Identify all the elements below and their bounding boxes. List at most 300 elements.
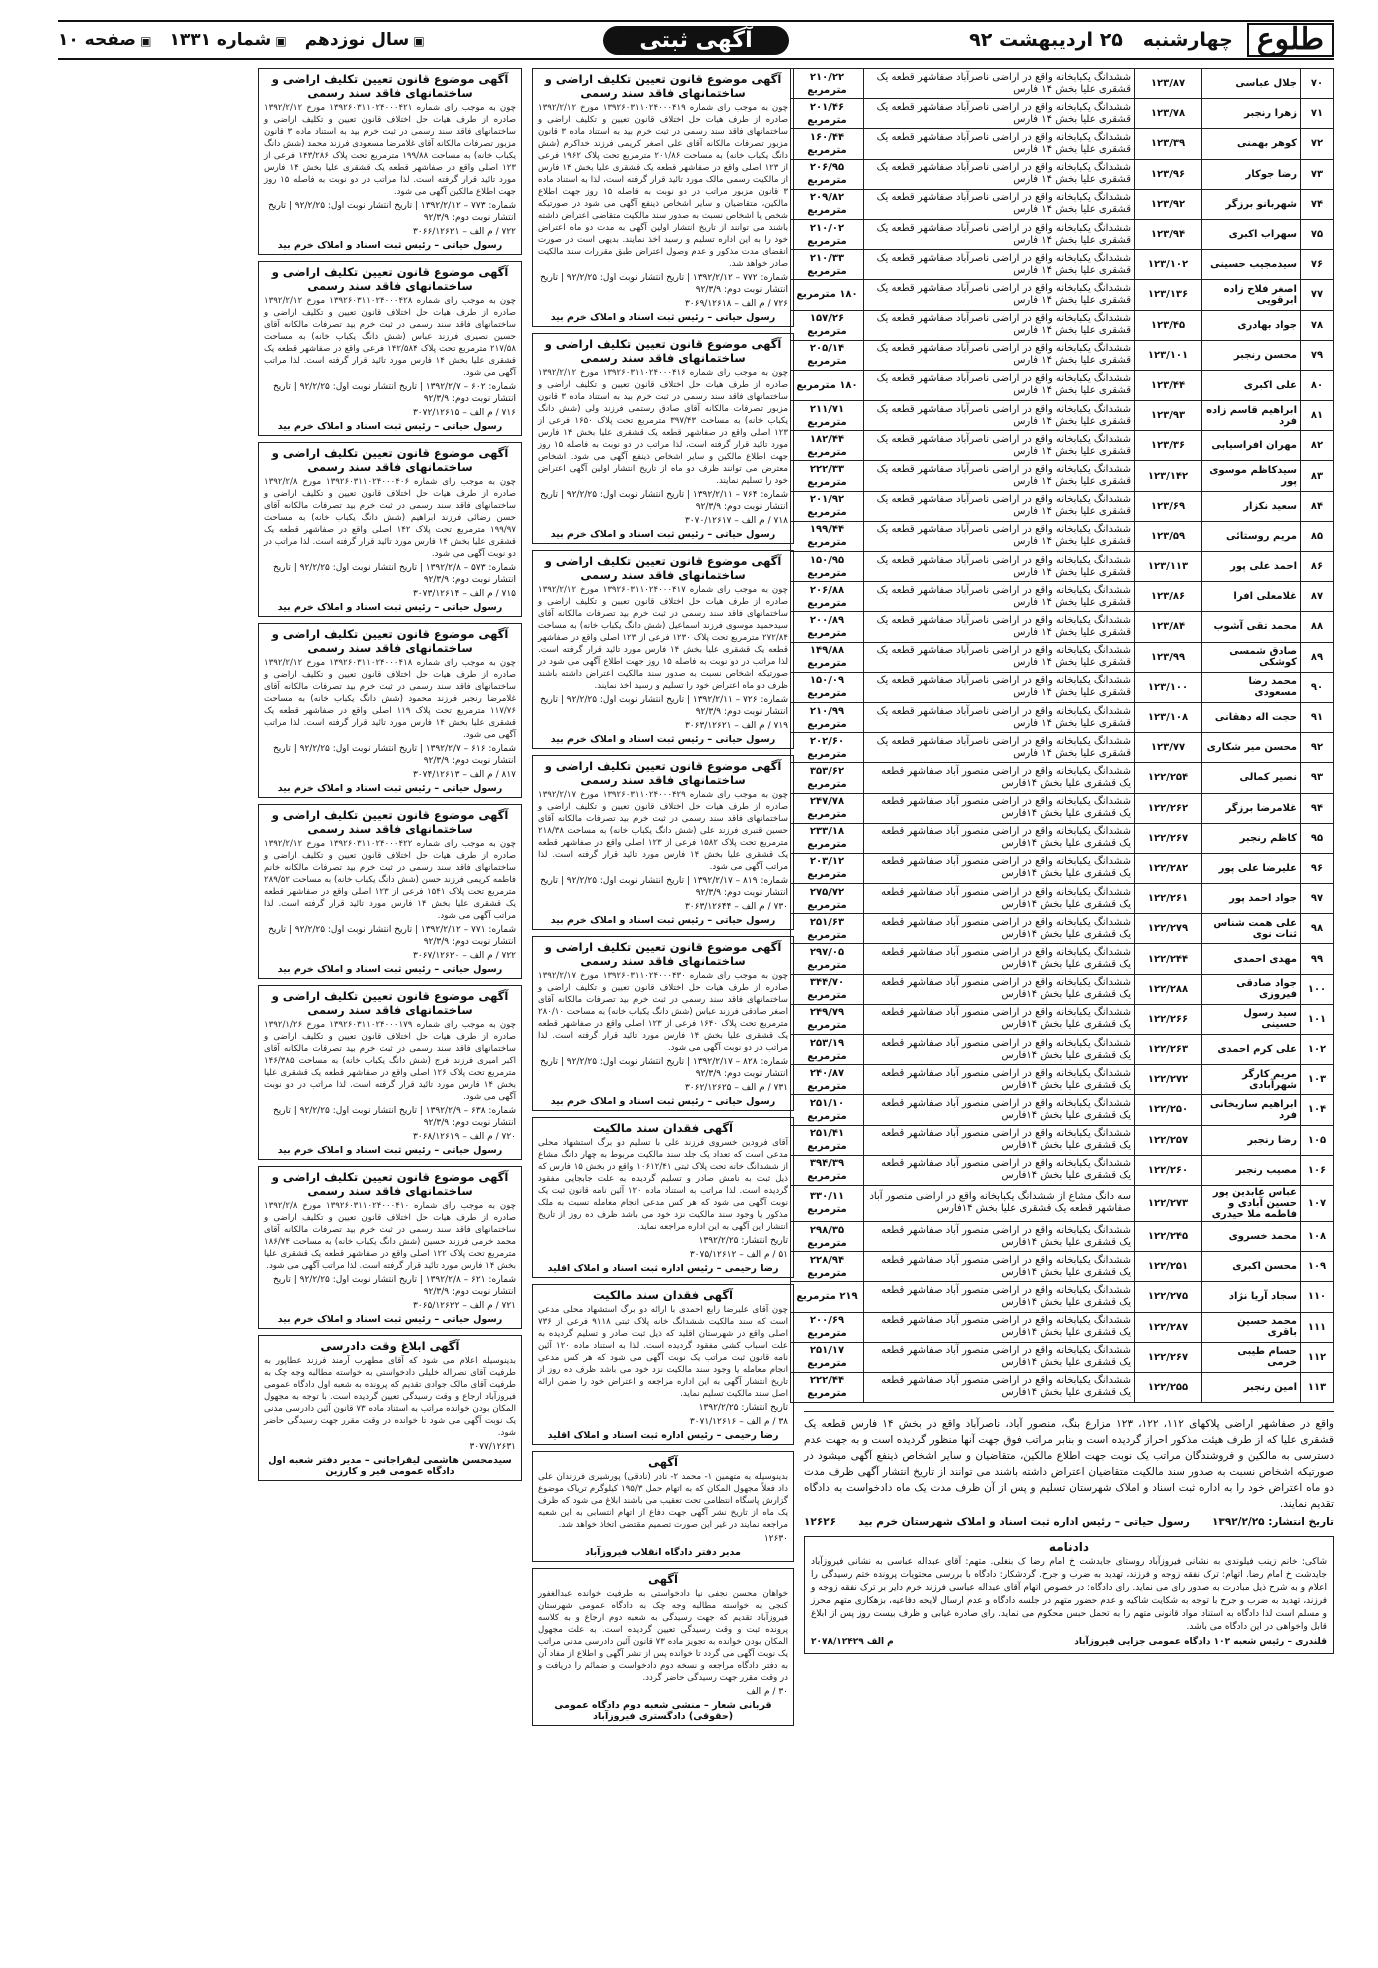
table-row bbox=[791, 884, 1334, 914]
notice-body: چون به موجب رای شماره ۱۳۹۲۶۰۳۱۱۰۲۴۰۰۰۴۲۸ مورخ ۱۳۹۲/۲/۱۲ صادره از طرف هیات حل اختلاف قانون تعیین و تکلیف اراضی و ساختمانهای فاقد سند رسمی در ثبت خرم بید تصرفات مالکانه آقای حسین نصیری فرزند عباس (شش دانگ یکباب خانه) به مساحت ۲۱۷/۵۸ مترمربع تحت پلاک ۱۴۲/۵۸۴ فرعی واقع در صفاشهر قطعه یک قشقری علیا بخش ۱۴ فارس مورد تائید قرار گرفته است. لذا مراتب آگهی می شود. bbox=[264, 296, 517, 378]
owner-name: سید رسول حسینی bbox=[1202, 1004, 1301, 1034]
row-number: ۱۰۱ bbox=[1301, 1004, 1334, 1034]
notice-body: چون به موجب رای شماره ۱۳۹۲۶۰۳۱۱۰۲۴۰۰۰۴۲۹ مورخ ۱۳۹۲/۲/۱۷ صادره از طرف هیات حل اختلاف قانون تعیین و تکلیف اراضی و ساختمانهای فاقد سند رسمی در ثبت خرم بید تصرفات مالکانه آقای حسین قنبری فرزند علی (شش دانگ یکباب خانه) به مساحت ۲۱۸/۳۸ مترمربع تحت پلاک ۱۵۸۲ فرعی از ۱۲۳ اصلی واقع در صفاشهر قطعه یک قشقری علیا بخش ۱۴ فارس مورد تائید قرار گرفته است. لذا مراتب آگهی می شود. bbox=[538, 790, 789, 872]
notice-title: آگهی موضوع قانون تعیین تکلیف اراضی و ساختمانهای فاقد سند رسمی bbox=[271, 446, 509, 474]
owner-name: سهراب اکبری bbox=[1202, 219, 1301, 249]
masthead bbox=[58, 20, 1334, 60]
ads-column-left bbox=[258, 68, 522, 1487]
owner-name: علیرضا علی پور bbox=[1202, 853, 1301, 883]
row-number: ۹۰ bbox=[1301, 672, 1334, 702]
area-value: ۲۵۱/۱۰ مترمربع bbox=[791, 1095, 864, 1125]
plak-number: ۱۲۲/۲۶۷ bbox=[1135, 823, 1202, 853]
property-description: ششدانگ یکبابخانه واقع در اراضی ناصرآباد صفاشهر قطعه یک قشقری علیا بخش ۱۴ فارس bbox=[864, 189, 1135, 219]
owner-name: جواد احمد پور bbox=[1202, 884, 1301, 914]
row-number: ۹۷ bbox=[1301, 884, 1334, 914]
owner-name: غلامعلی افرا bbox=[1202, 582, 1301, 612]
plak-number: ۱۲۳/۹۹ bbox=[1135, 642, 1202, 672]
owner-name: احمد علی پور bbox=[1202, 552, 1301, 582]
plak-number: ۱۲۲/۲۸۷ bbox=[1135, 1312, 1202, 1342]
property-description: ششدانگ یکبابخانه واقع در اراضی ناصرآباد صفاشهر قطعه یک قشقری علیا بخش ۱۴ فارس bbox=[864, 461, 1135, 491]
row-number: ۹۱ bbox=[1301, 702, 1334, 732]
property-description: ششدانگ یکبابخانه واقع در اراضی منصور آباد صفاشهر قطعه یک قشقری علیا بخش ۱۴فارس bbox=[864, 1095, 1135, 1125]
plak-number: ۱۲۳/۱۱۳ bbox=[1135, 552, 1202, 582]
issue-date bbox=[969, 29, 1233, 51]
table-row bbox=[791, 582, 1334, 612]
notice-body: چون آقای علیرضا رابع احمدی با ارائه دو برگ استشهاد محلی مدعی است که سند مالکیت ششدانگ خانه پلاک ثبتی ۹۱۱۸ فرعی از ۷۳۶ اصلی واقع در شهرستان اقلید که ذیل ثبت صادر و تسلیم گردیده به علت اسباب کشی مفقود گردیده است. لذا به استناد ماده ۱۲۰ آئین نامه قانون ثبت مراتب یک نوبت آگهی می شود که هر کس مدعی انجام معامله یا وجود سند مالکیت نزد خود می باشد ظرف ده روز از تاریخ انتشار آگهی به این اداره مراجعه و اعتراض خود را ضمن ارائه اصل سند مالکیت تسلیم نماید. bbox=[538, 1305, 788, 1399]
owner-name: مریم روستائی bbox=[1202, 521, 1301, 551]
property-description: ششدانگ یکبابخانه واقع در اراضی منصور آباد صفاشهر قطعه یک قشقری علیا بخش ۱۴فارس bbox=[864, 914, 1135, 944]
owner-name: سیدکاظم موسوی پور bbox=[1202, 461, 1301, 491]
masthead-center bbox=[518, 26, 874, 55]
area-value: ۲۵۳/۱۹ مترمربع bbox=[791, 1035, 864, 1065]
owner-name: محسن اکبری bbox=[1202, 1252, 1301, 1282]
property-description: ششدانگ یکبابخانه واقع در اراضی ناصرآباد صفاشهر قطعه یک قشقری علیا بخش ۱۴ فارس bbox=[864, 552, 1135, 582]
registry-table-body bbox=[791, 69, 1334, 1403]
plak-number: ۱۲۳/۱۳۶ bbox=[1135, 280, 1202, 310]
plak-number: ۱۲۲/۲۶۷ bbox=[1135, 1342, 1202, 1372]
notice-signer: سیدمحسن هاشمی لیقراجانی – مدیر دفتر شعبه اول دادگاه عمومی فیر و کارزین bbox=[268, 1455, 512, 1477]
row-number: ۷۳ bbox=[1301, 159, 1334, 189]
row-number: ۱۱۲ bbox=[1301, 1342, 1334, 1372]
property-description: ششدانگ یکبابخانه واقع در اراضی ناصرآباد صفاشهر قطعه یک قشقری علیا بخش ۱۴ فارس bbox=[864, 702, 1135, 732]
plak-number: ۱۲۳/۹۲ bbox=[1135, 189, 1202, 219]
table-row bbox=[791, 823, 1334, 853]
notice-code: ۳۰۷۷/۱۲۶۳۱ bbox=[469, 1442, 516, 1452]
notice-body: چون به موجب رای شماره ۱۳۹۲۶۰۳۱۱۰۲۴۰۰۰۴۲۲ مورخ ۱۳۹۲/۲/۱۲ صادره از طرف هیات حل اختلاف قانون تعیین و تکلیف اراضی و ساختمانهای فاقد سند رسمی در ثبت خرم بید تصرفات مالکانه خانم فاطمه کریمی فرزند حسن (شش دانگ یکباب خانه) به مساحت ۲۸۹/۵۲ مترمربع تحت پلاک ۱۵۴۱ فرعی از ۱۲۳ اصلی واقع در صفاشهر قطعه یک قشقری علیا بخش ۱۴ فارس مورد تائید قرار گرفته است. لذا مراتب آگهی می شود. bbox=[264, 839, 517, 921]
table-row bbox=[791, 1155, 1334, 1185]
notice-signer: رسول حیاتی – رئیس ثبت اسناد و املاک خرم بید bbox=[277, 1314, 503, 1325]
notice-signer: رسول حیاتی – رئیس ثبت اسناد و املاک خرم بید bbox=[550, 312, 776, 323]
area-value: ۲۱۹ مترمربع bbox=[791, 1282, 864, 1312]
footnote-signer: رسول حیاتی – رئیس اداره ثبت اسناد و املاک شهرستان خرم بید bbox=[858, 1516, 1190, 1529]
notice-code: ۷۲۶ / م الف – ۳۰۶۹/۱۲۶۱۸ bbox=[684, 299, 788, 309]
owner-name: جواد صادقی فیروزی bbox=[1202, 974, 1301, 1004]
table-row bbox=[791, 1185, 1334, 1221]
property-description: ششدانگ یکبابخانه واقع در اراضی منصور آباد صفاشهر قطعه یک قشقری علیا بخش ۱۴فارس bbox=[864, 944, 1135, 974]
owner-name: محسن رنجبر bbox=[1202, 340, 1301, 370]
notice-body: بدینوسیله اعلام می شود که آقای مطهرب آرمند فرزند عطاپور به طرفیت آقای نصراله خلیلی دادخواستی به خواسته مطالبه وجه چک به طرفیت آقای مالک جوادی تقدیم که پرونده به شعبه اول دادگاه عمومی فیروزآباد ارجاع و وقت رسیدگی تعیین گردیده است. با توجه به مجهول المکان بودن خوانده مراتب به استناد ماده ۷۳ قانون آئین دادرسی مدنی یک نوبت آگهی می شود تا خوانده در وقت مقرر جهت رسیدگی حاضر شود. bbox=[264, 1356, 516, 1438]
notice-title: آگهی موضوع قانون تعیین تکلیف اراضی و ساختمانهای فاقد سند رسمی bbox=[271, 265, 509, 293]
table-row bbox=[791, 189, 1334, 219]
plak-number: ۱۲۲/۲۵۴ bbox=[1135, 763, 1202, 793]
owner-name: جلال عباسی bbox=[1202, 69, 1301, 99]
owner-name: صادق شمسی کوشکی bbox=[1202, 642, 1301, 672]
plak-number: ۱۲۲/۲۴۴ bbox=[1135, 944, 1202, 974]
area-value: ۲۰۵/۱۴ مترمربع bbox=[791, 340, 864, 370]
notice-title: آگهی موضوع قانون تعیین تکلیف اراضی و ساختمانهای فاقد سند رسمی bbox=[271, 72, 509, 100]
table-row bbox=[791, 370, 1334, 400]
row-number: ۹۲ bbox=[1301, 733, 1334, 763]
plak-number: ۱۲۲/۲۵۵ bbox=[1135, 1372, 1202, 1402]
area-value: ۲۷۵/۷۲ مترمربع bbox=[791, 884, 864, 914]
row-number: ۸۶ bbox=[1301, 552, 1334, 582]
plak-number: ۱۲۲/۲۵۱ bbox=[1135, 1252, 1202, 1282]
row-number: ۱۰۴ bbox=[1301, 1095, 1334, 1125]
notice-body: چون به موجب رای شماره ۱۳۹۲۶۰۳۱۱۰۲۴۰۰۰۴۱۷ مورخ ۱۳۹۲/۲/۱۲ صادره از طرف هیات حل اختلاف قانون تعیین و تکلیف اراضی و ساختمانهای فاقد سند رسمی در ثبت خرم بید تصرفات مالکانه آقای سیدحمید موسوی فرزند اسماعیل (شش دانگ یکباب خانه) به مساحت ۲۷۲/۸۴ مترمربع تحت پلاک ۱۲۳۰ فرعی از ۱۲۳ اصلی واقع در صفاشهر قطعه یک قشقری علیا بخش ۱۴ فارس مورد تائید قرار گرفته است. لذا مراتب در دو نوبت به فاصله ۱۵ روز جهت اطلاع آگهی می شود در صورتیکه اشخاص نسبت به صدور سند مالکیت اعتراض داشته باشند ظرف دو ماه اعتراض خود را تسلیم و رسید اخذ نمایند. bbox=[538, 585, 789, 691]
row-number: ۱۰۲ bbox=[1301, 1035, 1334, 1065]
notice-signer: رضا رحیمی – رئیس اداره ثبت اسناد و املاک اقلید bbox=[547, 1430, 779, 1441]
plak-number: ۱۲۳/۸۶ bbox=[1135, 582, 1202, 612]
plak-number: ۱۲۳/۸۷ bbox=[1135, 69, 1202, 99]
page-body bbox=[58, 68, 1334, 1948]
table-row bbox=[791, 1065, 1334, 1095]
area-value: ۲۵۱/۶۳ مترمربع bbox=[791, 914, 864, 944]
plak-number: ۱۲۲/۲۷۹ bbox=[1135, 914, 1202, 944]
property-description: ششدانگ یکبابخانه واقع در اراضی منصور آباد صفاشهر قطعه یک قشقری علیا بخش ۱۴فارس bbox=[864, 1221, 1135, 1251]
row-number: ۷۲ bbox=[1301, 129, 1334, 159]
owner-name: نصیر کمالی bbox=[1202, 763, 1301, 793]
area-value: ۲۰۲/۶۰ مترمربع bbox=[791, 733, 864, 763]
plak-number: ۱۲۳/۶۹ bbox=[1135, 491, 1202, 521]
row-number: ۸۲ bbox=[1301, 431, 1334, 461]
property-description: ششدانگ یکبابخانه واقع در اراضی ناصرآباد صفاشهر قطعه یک قشقری علیا بخش ۱۴ فارس bbox=[864, 99, 1135, 129]
area-value: ۲۰۶/۹۵ مترمربع bbox=[791, 159, 864, 189]
owner-name: غلامرضا برزگر bbox=[1202, 793, 1301, 823]
plak-number: ۱۲۲/۲۶۱ bbox=[1135, 884, 1202, 914]
notice-body: چون به موجب رای شماره ۱۳۹۲۶۰۳۱۱۰۲۴۰۰۰۴۰۶ مورخ ۱۳۹۲/۲/۸ صادره از طرف هیات حل اختلاف قانون تعیین و تکلیف اراضی و ساختمانهای فاقد سند رسمی در ثبت خرم بید تصرفات مالکانه آقای حسن رضائی فرزند ابراهیم (شش دانگ یکباب خانه) به مساحت ۱۹۹/۹۷ مترمربع تحت پلاک ۱۴۲ اصلی واقع در صفاشهر قطعه یک قشقری علیا بخش ۱۴ فارس مورد تائید قرار گرفته است. لذا مراتب در دو نوبت آگهی می شود. bbox=[264, 477, 516, 559]
notice-body: خواهان محسن نجفی نیا دادخواستی به طرفیت خوانده عبدالغفور کنجی به خواسته مطالبه وجه چک به دادگاه عمومی شهرستان فیروزآباد تقدیم که جهت رسیدگی به شعبه دوم ارجاع و به کلاسه پرونده ثبت و وقت رسیدگی تعیین گردیده است. به علت مجهول المکان بودن خوانده به تجویز ماده ۷۳ قانون آئین دادرسی مدنی مراتب یک نوبت آگهی می گردد تا خوانده پس از نشر آگهی و اطلاع از مفاد آن به دفتر دادگاه مراجعه و نسخه دوم دادخواست و ضمائم را دریافت و در وقت مقرر جهت رسیدگی حاضر گردد. bbox=[538, 1589, 788, 1683]
notice-body: چون به موجب رای شماره ۱۳۹۲۶۰۳۱۱۰۲۴۰۰۰۴۲۱ مورخ ۱۳۹۲/۲/۱۲ صادره از طرف هیات حل اختلاف قانون تعیین و تکلیف اراضی و ساختمانهای فاقد سند رسمی در ثبت خرم بید به استناد ماده ۳ قانون مزبور تصرفات مالکانه آقای غلامرضا مسعودی فرزند محمد (شش دانگ یکباب خانه) به مساحت ۱۹۹/۸۸ مترمربع تحت پلاک ۱۴۳/۲۸۶ فرعی از ۱۲۳ اصلی واقع در صفاشهر قطعه یک قشقری علیا بخش ۱۴ فارس مورد تائید قرار گرفته است. لذا مراتب در دو نوبت به فاصله ۱۵ روز جهت اطلاع مالکین آگهی می شود. bbox=[264, 103, 516, 197]
plak-number: ۱۲۲/۲۵۰ bbox=[1135, 1095, 1202, 1125]
owner-name: رضا رنجبر bbox=[1202, 1125, 1301, 1155]
notice-body: چون به موجب رای شماره ۱۳۹۲۶۰۳۱۱۰۲۴۰۰۰۴۱۶ مورخ ۱۳۹۲/۲/۱۲ صادره از طرف هیات حل اختلاف قانون تعیین و تکلیف اراضی و ساختمانهای فاقد سند رسمی در ثبت خرم بید به استناد ماده ۳ قانون مزبور تصرفات مالکانه آقای صادق رستمی فرزند ولی (شش دانگ یکباب خانه) به مساحت ۳۹۷/۴۳ مترمربع تحت پلاک ۱۶۵۰ فرعی از ۱۲۳ اصلی واقع در صفاشهر قطعه یک قشقری علیا بخش ۱۴ فارس مورد تائید قرار گرفته است، لذا مراتب در دو نوبت به فاصله ۱۵ روز جهت اطلاع مالکین و سایر اشخاص ذینفع آگهی می شود. اشخاص معترض می توانند ظرف دو ماه از تاریخ انتشار اولین آگهی اعتراض خود را تسلیم نمایند. bbox=[538, 368, 788, 486]
notice-box bbox=[532, 1568, 794, 1726]
table-row bbox=[791, 431, 1334, 461]
table-row bbox=[791, 1282, 1334, 1312]
owner-name: جواد بهادری bbox=[1202, 310, 1301, 340]
table-row bbox=[791, 340, 1334, 370]
area-value: ۳۵۳/۶۲ مترمربع bbox=[791, 763, 864, 793]
table-row bbox=[791, 944, 1334, 974]
notice-body: چون به موجب رای شماره ۱۳۹۲۶۰۳۱۱۰۲۴۰۰۰۴۱۰ مورخ ۱۳۹۲/۲/۸ صادره از طرف هیات حل اختلاف قانون تعیین و تکلیف اراضی و ساختمانهای فاقد سند رسمی در ثبت خرم بید تصرفات مالکانه آقای محمد خرمی فرزند حسین (شش دانگ یکباب خانه) به مساحت ۱۸۶/۷۴ مترمربع تحت پلاک ۱۲۲ اصلی واقع در صفاشهر قطعه یک قشقری علیا بخش ۱۴ فارس مورد تائید قرار گرفته است. لذا مراتب آگهی می شود. bbox=[264, 1201, 516, 1271]
plak-number: ۱۲۳/۳۹ bbox=[1135, 129, 1202, 159]
table-row bbox=[791, 974, 1334, 1004]
notice-box bbox=[532, 1284, 794, 1445]
notice-code: ۷۲۲ / م الف – ۳۰۶۷/۱۲۶۲۰ bbox=[412, 951, 516, 961]
registry-footnote bbox=[804, 1411, 1334, 1530]
notice-signer: قربانی شعار – منشی شعبه دوم دادگاه عمومی (حقوقی) دادگستری فیروزآباد bbox=[554, 1700, 772, 1722]
area-value: ۲۰۶/۸۸ مترمربع bbox=[791, 582, 864, 612]
footnote-pub-date: تاریخ انتشار: ۱۳۹۲/۲/۲۵ bbox=[1212, 1516, 1334, 1529]
notice-code: ۷۱۶ / م الف – ۳۰۷۲/۱۲۶۱۵ bbox=[412, 408, 516, 418]
notice-meta: شماره: ۷۶۴ – ۱۳۹۲/۲/۱۱ | تاریخ انتشار نوبت اول: ۹۲/۲/۲۵ | تاریخ انتشار نوبت دوم: ۹۲/۳/۹ bbox=[540, 490, 788, 512]
table-row bbox=[791, 1095, 1334, 1125]
notice-title: آگهی موضوع قانون تعیین تکلیف اراضی و ساختمانهای فاقد سند رسمی bbox=[271, 627, 509, 655]
property-description: ششدانگ یکبابخانه واقع در اراضی منصور آباد صفاشهر قطعه یک قشقری علیا بخش ۱۴فارس bbox=[864, 823, 1135, 853]
area-value: ۲۲۲/۳۳ مترمربع bbox=[791, 461, 864, 491]
property-description: ششدانگ یکبابخانه واقع در اراضی ناصرآباد صفاشهر قطعه یک قشقری علیا بخش ۱۴ فارس bbox=[864, 219, 1135, 249]
owner-name: محمد حسین باقری bbox=[1202, 1312, 1301, 1342]
notice-code: ۷۱۸ / م الف – ۳۰۷۰/۱۲۶۱۷ bbox=[684, 516, 788, 526]
property-description: ششدانگ یکبابخانه واقع در اراضی منصور آباد صفاشهر قطعه یک قشقری علیا بخش ۱۴فارس bbox=[864, 1035, 1135, 1065]
verdict-title: دادنامه bbox=[1048, 1540, 1090, 1555]
owner-name: مهران افراسیابی bbox=[1202, 431, 1301, 461]
row-number: ۸۵ bbox=[1301, 521, 1334, 551]
table-row bbox=[791, 69, 1334, 99]
row-number: ۱۰۳ bbox=[1301, 1065, 1334, 1095]
plak-number: ۱۲۲/۲۸۲ bbox=[1135, 853, 1202, 883]
notice-meta: شماره: ۷۷۲ – ۱۳۹۲/۲/۱۲ | تاریخ انتشار نوبت اول: ۹۲/۲/۲۵ | تاریخ انتشار نوبت دوم: ۹۲/۳/۹ bbox=[540, 273, 788, 295]
table-row bbox=[791, 763, 1334, 793]
plak-number: ۱۲۲/۲۶۳ bbox=[1135, 1035, 1202, 1065]
notice-box bbox=[258, 804, 522, 979]
owner-name: زهرا رنجبر bbox=[1202, 99, 1301, 129]
area-value: ۲۰۹/۸۲ مترمربع bbox=[791, 189, 864, 219]
area-value: ۱۸۰ مترمربع bbox=[791, 370, 864, 400]
notice-signer: رسول حیاتی – رئیس ثبت اسناد و املاک خرم بید bbox=[277, 964, 503, 975]
plak-number: ۱۲۲/۲۷۵ bbox=[1135, 1282, 1202, 1312]
notice-box bbox=[258, 442, 522, 617]
notice-body: چون به موجب رای شماره ۱۳۹۲۶۰۳۱۱۰۲۴۰۰۰۴۱۸ مورخ ۱۳۹۲/۲/۱۲ صادره از طرف هیات حل اختلاف قانون تعیین و تکلیف اراضی و ساختمانهای فاقد سند رسمی در ثبت خرم بید تصرفات مالکانه آقای غلامرضا رنجبر فرزند محمود (شش دانگ یکباب خانه) به مساحت ۱۱۷/۷۶ مترمربع تحت پلاک ۱۱۹ اصلی واقع در صفاشهر قطعه یک قشقری علیا بخش ۱۴ فارس مورد تائید قرار گرفته است. لذا مراتب آگهی می شود. bbox=[264, 658, 516, 740]
area-value: ۲۱۰/۹۹ مترمربع bbox=[791, 702, 864, 732]
owner-name: اصغر فلاح زاده ابرقویی bbox=[1202, 280, 1301, 310]
row-number: ۱۰۸ bbox=[1301, 1221, 1334, 1251]
notice-signer: رسول حیاتی – رئیس ثبت اسناد و املاک خرم بید bbox=[277, 783, 503, 794]
area-value: ۳۳۰/۱۱ مترمربع bbox=[791, 1185, 864, 1221]
plak-number: ۱۲۳/۱۰۲ bbox=[1135, 250, 1202, 280]
notice-code: ۷۲۲ / م الف – ۳۰۶۶/۱۲۶۲۱ bbox=[412, 227, 516, 237]
plak-number: ۱۲۲/۲۶۰ bbox=[1135, 1155, 1202, 1185]
owner-name: ابراهیم ساریخانی فرد bbox=[1202, 1095, 1301, 1125]
notice-box bbox=[532, 68, 794, 327]
area-value: ۲۴۹/۷۹ مترمربع bbox=[791, 1004, 864, 1034]
owner-name: علی همت شناس ثنات نوی bbox=[1202, 914, 1301, 944]
row-number: ۹۶ bbox=[1301, 853, 1334, 883]
area-value: ۲۰۱/۹۲ مترمربع bbox=[791, 491, 864, 521]
notice-title: آگهی bbox=[648, 1572, 678, 1586]
property-description: ششدانگ یکبابخانه واقع در اراضی منصور آباد صفاشهر قطعه یک قشقری علیا بخش ۱۴فارس bbox=[864, 1252, 1135, 1282]
area-value: ۳۴۴/۷۰ مترمربع bbox=[791, 974, 864, 1004]
plak-number: ۱۲۳/۱۰۰ bbox=[1135, 672, 1202, 702]
row-number: ۱۱۰ bbox=[1301, 1282, 1334, 1312]
notice-box bbox=[532, 1451, 794, 1562]
property-description: ششدانگ یکبابخانه واقع در اراضی منصور آباد صفاشهر قطعه یک قشقری علیا بخش ۱۴فارس bbox=[864, 853, 1135, 883]
notice-signer: رضا رحیمی – رئیس اداره ثبت اسناد و املاک اقلید bbox=[547, 1263, 779, 1274]
notice-code: ۸۱۷ / م الف – ۳۰۷۴/۱۲۶۱۳ bbox=[412, 770, 516, 780]
verdict-code: م الف ۲۰۷۸/۱۲۴۲۹ bbox=[811, 1637, 894, 1648]
verdict-notice bbox=[804, 1536, 1334, 1654]
property-description: سه دانگ مشاع از ششدانگ یکبابخانه واقع در اراضی منصور آباد صفاشهر قطعه یک قشقری علیا بخش ۱۴فارس bbox=[864, 1185, 1135, 1221]
notice-title: آگهی فقدان سند مالکیت bbox=[592, 1288, 734, 1302]
property-description: ششدانگ یکبابخانه واقع در اراضی ناصرآباد صفاشهر قطعه یک قشقری علیا بخش ۱۴ فارس bbox=[864, 521, 1135, 551]
row-number: ۷۵ bbox=[1301, 219, 1334, 249]
notice-meta: شماره: ۶۱۶ – ۱۳۹۲/۲/۷ | تاریخ انتشار نوبت اول: ۹۲/۲/۲۵ | تاریخ انتشار نوبت دوم: ۹۲/۳/۹ bbox=[272, 744, 516, 766]
table-row bbox=[791, 521, 1334, 551]
owner-name: مهدی احمدی bbox=[1202, 944, 1301, 974]
plak-number: ۱۲۳/۱۴۲ bbox=[1135, 461, 1202, 491]
area-value: ۲۰۱/۴۶ مترمربع bbox=[791, 99, 864, 129]
table-row bbox=[791, 280, 1334, 310]
notice-meta: تاریخ انتشار: ۱۳۹۲/۲/۲۵ bbox=[698, 1236, 788, 1246]
footnote-signature bbox=[804, 1514, 1334, 1530]
table-row bbox=[791, 99, 1334, 129]
notice-code: ۵۱ / م الف – ۳۰۷۵/۱۲۶۱۲ bbox=[689, 1250, 788, 1260]
property-description: ششدانگ یکبابخانه واقع در اراضی ناصرآباد صفاشهر قطعه یک قشقری علیا بخش ۱۴ فارس bbox=[864, 280, 1135, 310]
row-number: ۸۱ bbox=[1301, 401, 1334, 431]
notice-meta: شماره: ۵۷۳ – ۱۳۹۲/۲/۸ | تاریخ انتشار نوبت اول: ۹۲/۲/۲۵ | تاریخ انتشار نوبت دوم: ۹۲/۳/۹ bbox=[272, 563, 516, 585]
notice-title: آگهی موضوع قانون تعیین تکلیف اراضی و ساختمانهای فاقد سند رسمی bbox=[271, 1170, 509, 1198]
notice-meta: شماره: ۸۱۹ – ۱۳۹۲/۲/۱۷ | تاریخ انتشار نوبت اول: ۹۲/۲/۲۵ | تاریخ انتشار نوبت دوم: ۹۲/۳/۹ bbox=[540, 876, 788, 898]
property-description: ششدانگ یکبابخانه واقع در اراضی ناصرآباد صفاشهر قطعه یک قشقری علیا بخش ۱۴ فارس bbox=[864, 401, 1135, 431]
property-description: ششدانگ یکبابخانه واقع در اراضی ناصرآباد صفاشهر قطعه یک قشقری علیا بخش ۱۴ فارس bbox=[864, 69, 1135, 99]
notice-title: آگهی موضوع قانون تعیین تکلیف اراضی و ساختمانهای فاقد سند رسمی bbox=[544, 72, 782, 100]
owner-name: حجت اله دهقانی bbox=[1202, 702, 1301, 732]
owner-name: محمد تقی آشوب bbox=[1202, 612, 1301, 642]
owner-name: محمد رضا مسعودی bbox=[1202, 672, 1301, 702]
notice-code: ۷۲۱ / م الف – ۳۰۶۵/۱۲۶۲۲ bbox=[412, 1301, 516, 1311]
property-description: ششدانگ یکبابخانه واقع در اراضی ناصرآباد صفاشهر قطعه یک قشقری علیا بخش ۱۴ فارس bbox=[864, 250, 1135, 280]
row-number: ۹۸ bbox=[1301, 914, 1334, 944]
notice-title: آگهی موضوع قانون تعیین تکلیف اراضی و ساختمانهای فاقد سند رسمی bbox=[544, 759, 782, 787]
property-description: ششدانگ یکبابخانه واقع در اراضی منصور آباد صفاشهر قطعه یک قشقری علیا بخش ۱۴فارس bbox=[864, 1004, 1135, 1034]
owner-name: مریم کارگر شهرآبادی bbox=[1202, 1065, 1301, 1095]
property-description: ششدانگ یکبابخانه واقع در اراضی ناصرآباد صفاشهر قطعه یک قشقری علیا بخش ۱۴ فارس bbox=[864, 612, 1135, 642]
row-number: ۷۴ bbox=[1301, 189, 1334, 219]
property-description: ششدانگ یکبابخانه واقع در اراضی ناصرآباد صفاشهر قطعه یک قشقری علیا بخش ۱۴ فارس bbox=[864, 491, 1135, 521]
area-value: ۲۲۸/۹۴ مترمربع bbox=[791, 1252, 864, 1282]
notice-meta: شماره: ۷۷۳ – ۱۳۹۲/۲/۱۲ | تاریخ انتشار نوبت اول: ۹۲/۲/۲۵ | تاریخ انتشار نوبت دوم: ۹۲/۳/۹ bbox=[268, 201, 516, 223]
notice-meta: شماره: ۷۲۶ – ۱۳۹۲/۲/۱۱ | تاریخ انتشار نوبت اول: ۹۲/۲/۲۵ | تاریخ انتشار نوبت دوم: ۹۲/۳/۹ bbox=[540, 695, 788, 717]
area-value: ۱۹۹/۴۴ مترمربع bbox=[791, 521, 864, 551]
owner-name: شهربانو برزگر bbox=[1202, 189, 1301, 219]
notice-body: چون به موجب رای شماره ۱۳۹۲۶۰۳۱۱۰۲۴۰۰۰۴۱۹ مورخ ۱۳۹۲/۲/۱۲ صادره از طرف هیات حل اختلاف قانون تعیین و تکلیف اراضی و ساختمانهای فاقد سند رسمی در ثبت خرم بید به استناد ماده ۳ قانون مزبور تصرفات مالکانه آقای علی اصغر کریمی فرزند خداکرم (شش دانگ یکباب خانه) به مساحت ۲۰۱/۸۶ مترمربع تحت پلاک ۱۹۶۲ فرعی از ۱۲۳ اصلی واقع در صفاشهر قطعه یک قشقری علیا بخش ۱۴ فارس از مالکیت رسمی مالک مورد تائید قرار گرفته است، لذا به استناد ماده ۳ قانون مزبور مراتب در دو نوبت به فاصله ۱۵ روز جهت اطلاع مالکین، متقاضیان و سایر اشخاص ذینفع آگهی می شود در صورتیکه شخص یا اشخاص نسبت به صدور سند مالکیت متقاضی اعتراض داشته باشند می توانند از تاریخ انتشار اولین آگهی به مدت دو ماه اعتراض خود را به این اداره تسلیم و رسید اخذ نمایند. بدیهی است در صورت انقضای مدت مذکور و عدم وصول اعتراض طبق مقررات سند مالکیت صادر خواهد شد. bbox=[538, 103, 789, 269]
area-value: ۲۰۰/۸۹ مترمربع bbox=[791, 612, 864, 642]
notice-box bbox=[258, 623, 522, 798]
notice-body: چون به موجب رای شماره ۱۳۹۲۶۰۳۱۱۰۲۴۰۰۰۴۳۰ مورخ ۱۳۹۲/۲/۱۷ صادره از طرف هیات حل اختلاف قانون تعیین و تکلیف اراضی و ساختمانهای فاقد سند رسمی در ثبت خرم بید تصرفات مالکانه آقای اصغر صادقی فرزند عباس (شش دانگ یکباب خانه) به مساحت ۲۸۰/۱۰ مترمربع تحت پلاک ۱۶۴۰ فرعی از ۱۲۳ اصلی واقع در صفاشهر قطعه یک قشقری علیا بخش ۱۴ فارس مورد تائید قرار گرفته است. لذا مراتب در دو نوبت آگهی می شود. bbox=[538, 971, 789, 1053]
property-description: ششدانگ یکبابخانه واقع در اراضی ناصرآباد صفاشهر قطعه یک قشقری علیا بخش ۱۴ فارس bbox=[864, 733, 1135, 763]
owner-name: علی کرم احمدی bbox=[1202, 1035, 1301, 1065]
owner-name: کوهر بهمنی bbox=[1202, 129, 1301, 159]
plak-number: ۱۲۳/۵۹ bbox=[1135, 521, 1202, 551]
table-row bbox=[791, 1035, 1334, 1065]
table-row bbox=[791, 702, 1334, 732]
row-number: ۱۰۵ bbox=[1301, 1125, 1334, 1155]
area-value: ۱۴۹/۸۸ مترمربع bbox=[791, 642, 864, 672]
row-number: ۹۴ bbox=[1301, 793, 1334, 823]
notice-signer: رسول حیاتی – رئیس ثبت اسناد و املاک خرم بید bbox=[277, 602, 503, 613]
row-number: ۷۹ bbox=[1301, 340, 1334, 370]
notice-box bbox=[532, 936, 794, 1111]
section-title: آگهی ثبتی bbox=[603, 26, 788, 55]
property-description: ششدانگ یکبابخانه واقع در اراضی ناصرآباد صفاشهر قطعه یک قشقری علیا بخش ۱۴ فارس bbox=[864, 159, 1135, 189]
table-row bbox=[791, 914, 1334, 944]
plak-number: ۱۲۳/۹۶ bbox=[1135, 159, 1202, 189]
registry-column bbox=[796, 68, 1334, 1654]
notice-title: آگهی bbox=[648, 1455, 678, 1469]
row-number: ۸۹ bbox=[1301, 642, 1334, 672]
property-description: ششدانگ یکبابخانه واقع در اراضی ناصرآباد صفاشهر قطعه یک قشقری علیا بخش ۱۴ فارس bbox=[864, 310, 1135, 340]
verdict-signature bbox=[811, 1636, 1327, 1649]
area-value: ۲۳۳/۱۸ مترمربع bbox=[791, 823, 864, 853]
table-row bbox=[791, 853, 1334, 883]
notice-code: ۷۱۹ / م الف – ۳۰۶۳/۱۲۶۲۱ bbox=[684, 721, 788, 731]
notice-box bbox=[532, 550, 794, 749]
registry-table bbox=[790, 68, 1334, 1403]
table-row bbox=[791, 129, 1334, 159]
area-value: ۱۸۰ مترمربع bbox=[791, 280, 864, 310]
issue-number: ▣ شماره ۱۳۳۱ bbox=[169, 30, 286, 50]
date: ۲۵ اردیبهشت ۹۲ bbox=[969, 29, 1123, 51]
table-row bbox=[791, 159, 1334, 189]
owner-name: مصیب رنجبر bbox=[1202, 1155, 1301, 1185]
notice-signer: رسول حیاتی – رئیس ثبت اسناد و املاک خرم بید bbox=[550, 529, 776, 540]
property-description: ششدانگ یکبابخانه واقع در اراضی منصور آباد صفاشهر قطعه یک قشقری علیا بخش ۱۴فارس bbox=[864, 793, 1135, 823]
owner-name: سعید نکزار bbox=[1202, 491, 1301, 521]
notice-signer: مدیر دفتر دادگاه انقلاب فیروزآباد bbox=[585, 1547, 741, 1558]
notice-title: آگهی موضوع قانون تعیین تکلیف اراضی و ساختمانهای فاقد سند رسمی bbox=[544, 337, 782, 365]
notice-meta: تاریخ انتشار: ۱۳۹۲/۲/۲۵ bbox=[698, 1403, 788, 1413]
area-value: ۲۱۰/۲۲ مترمربع bbox=[791, 69, 864, 99]
row-number: ۷۷ bbox=[1301, 280, 1334, 310]
notice-box bbox=[532, 1117, 794, 1278]
notice-code: ۷۱۵ / م الف – ۳۰۷۳/۱۲۶۱۴ bbox=[412, 589, 516, 599]
area-value: ۲۱۰/۳۳ مترمربع bbox=[791, 250, 864, 280]
owner-name: علی اکبری bbox=[1202, 370, 1301, 400]
footnote-text: واقع در صفاشهر اراضی پلاکهای ۱۱۲، ۱۲۲، ۱۲۳ مزارع بنگ، منصور آباد، ناصرآباد واقع در بخش ۱۴ فارس قطعه یک قشقری علیا که از طرف هیئت مذکور احراز گردیده است و بنابر مراتب فوق جهت آنها منظور گردیده است و به جهت عدم دسترسی به مالکین و فروشندگان مراتب یک نوبت جهت اطلاع مالکین، متقاضیان و سایر اشخاص ذینفع آگهی میشود در صورتیکه اشخاص نسبت به صدور سند مالکیت متقاضیان اعتراض داشته باشند می توانند از تاریخ انتشار آگهی ظرف مدت دو ماه اعتراض خود را به اداره ثبت اسناد و املاک شهرستان تسلیم و پس از آن ظرف مدت یک ماه دادخواست به دادگاه تقدیم نمایند. bbox=[804, 1418, 1334, 1511]
table-row bbox=[791, 491, 1334, 521]
area-value: ۲۵۱/۱۷ مترمربع bbox=[791, 1342, 864, 1372]
table-row bbox=[791, 552, 1334, 582]
notice-box bbox=[258, 68, 522, 255]
notice-meta: شماره: ۶۲۱ – ۱۳۹۲/۲/۸ | تاریخ انتشار نوبت اول: ۹۲/۲/۲۵ | تاریخ انتشار نوبت دوم: ۹۲/۳/۹ bbox=[272, 1275, 516, 1297]
property-description: ششدانگ یکبابخانه واقع در اراضی منصور آباد صفاشهر قطعه یک قشقری علیا بخش ۱۴فارس bbox=[864, 1065, 1135, 1095]
notice-code: ۷۳۰ / م الف – ۳۰۶۳/۱۲۶۴۴ bbox=[684, 902, 788, 912]
notice-title: آگهی موضوع قانون تعیین تکلیف اراضی و ساختمانهای فاقد سند رسمی bbox=[544, 554, 782, 582]
row-number: ۸۸ bbox=[1301, 612, 1334, 642]
area-value: ۲۱۰/۰۲ مترمربع bbox=[791, 219, 864, 249]
notice-signer: رسول حیاتی – رئیس ثبت اسناد و املاک خرم بید bbox=[550, 734, 776, 745]
plak-number: ۱۲۳/۱۰۸ bbox=[1135, 702, 1202, 732]
property-description: ششدانگ یکبابخانه واقع در اراضی ناصرآباد صفاشهر قطعه یک قشقری علیا بخش ۱۴ فارس bbox=[864, 129, 1135, 159]
table-row bbox=[791, 250, 1334, 280]
plak-number: ۱۲۳/۸۴ bbox=[1135, 612, 1202, 642]
row-number: ۷۱ bbox=[1301, 99, 1334, 129]
row-number: ۱۰۹ bbox=[1301, 1252, 1334, 1282]
notice-box bbox=[258, 261, 522, 436]
owner-name: محمد خسروی bbox=[1202, 1221, 1301, 1251]
property-description: ششدانگ یکبابخانه واقع در اراضی منصور آباد صفاشهر قطعه یک قشقری علیا بخش ۱۴فارس bbox=[864, 974, 1135, 1004]
row-number: ۱۰۰ bbox=[1301, 974, 1334, 1004]
plak-number: ۱۲۳/۷۸ bbox=[1135, 99, 1202, 129]
property-description: ششدانگ یکبابخانه واقع در اراضی منصور آباد صفاشهر قطعه یک قشقری علیا بخش ۱۴فارس bbox=[864, 1125, 1135, 1155]
area-value: ۱۵۷/۲۶ مترمربع bbox=[791, 310, 864, 340]
plak-number: ۱۲۳/۷۷ bbox=[1135, 733, 1202, 763]
plak-number: ۱۲۲/۲۵۷ bbox=[1135, 1125, 1202, 1155]
area-value: ۲۹۷/۰۵ مترمربع bbox=[791, 944, 864, 974]
plak-number: ۱۲۳/۹۴ bbox=[1135, 219, 1202, 249]
owner-name: حسام طیبی خرمی bbox=[1202, 1342, 1301, 1372]
table-row bbox=[791, 461, 1334, 491]
year-label: ▣ سال نوزدهم bbox=[305, 30, 425, 50]
owner-name: عباس عابدین پور حسین آبادی و فاطمه ملا حیدری bbox=[1202, 1185, 1301, 1221]
row-number: ۱۱۱ bbox=[1301, 1312, 1334, 1342]
owner-name: ابراهیم قاسم زاده فرد bbox=[1202, 401, 1301, 431]
owner-name: سیدمجیب حسینی bbox=[1202, 250, 1301, 280]
notice-title: آگهی موضوع قانون تعیین تکلیف اراضی و ساختمانهای فاقد سند رسمی bbox=[544, 940, 782, 968]
row-number: ۷۸ bbox=[1301, 310, 1334, 340]
row-number: ۸۴ bbox=[1301, 491, 1334, 521]
property-description: ششدانگ یکبابخانه واقع در اراضی ناصرآباد صفاشهر قطعه یک قشقری علیا بخش ۱۴ فارس bbox=[864, 672, 1135, 702]
notice-box bbox=[532, 755, 794, 930]
plak-number: ۱۲۲/۲۷۳ bbox=[1135, 1185, 1202, 1221]
row-number: ۸۷ bbox=[1301, 582, 1334, 612]
notice-signer: رسول حیاتی – رئیس ثبت اسناد و املاک خرم بید bbox=[550, 915, 776, 926]
verdict-text: شاکی: خانم زینب فیلوندی به نشانی فیروزآباد روستای جایدشت خ امام رضا ک بنغلی. متهم: آقای عبداله عباسی به نشانی فیروزآباد جایدشت خ امام رضا. اتهام: ترک نفقه زوجه و فرزند، تهدید به ضرب و جرح. گردشکار: دادگاه با بررسی محتویات پرونده ختم رسیدگی را اعلام و به شرح ذیل مبادرت به صدور رای می نماید. رای دادگاه: در خصوص اتهام آقای عبداله عباسی فرزند خرم دایر بر ترک نفقه زوجه و فرزند، تهدید به ضرب و جرح با توجه به شکایت شاکیه و عدم حضور متهم در جلسه دادگاه و عدم ارسال لایحه دفاعیه، بزهکاری متهم محرز و مسلم است لذا دادگاه به استناد مواد قانونی متهم را به تحمل حبس محکوم می نماید. رای صادره غیابی و ظرف بیست روز پس از ابلاغ قابل واخواهی در این دادگاه می باشد. bbox=[811, 1557, 1327, 1633]
table-row bbox=[791, 1312, 1334, 1342]
owner-name: امین رنجبر bbox=[1202, 1372, 1301, 1402]
area-value: ۲۹۸/۳۵ مترمربع bbox=[791, 1221, 864, 1251]
ads-column-middle bbox=[532, 68, 794, 1732]
